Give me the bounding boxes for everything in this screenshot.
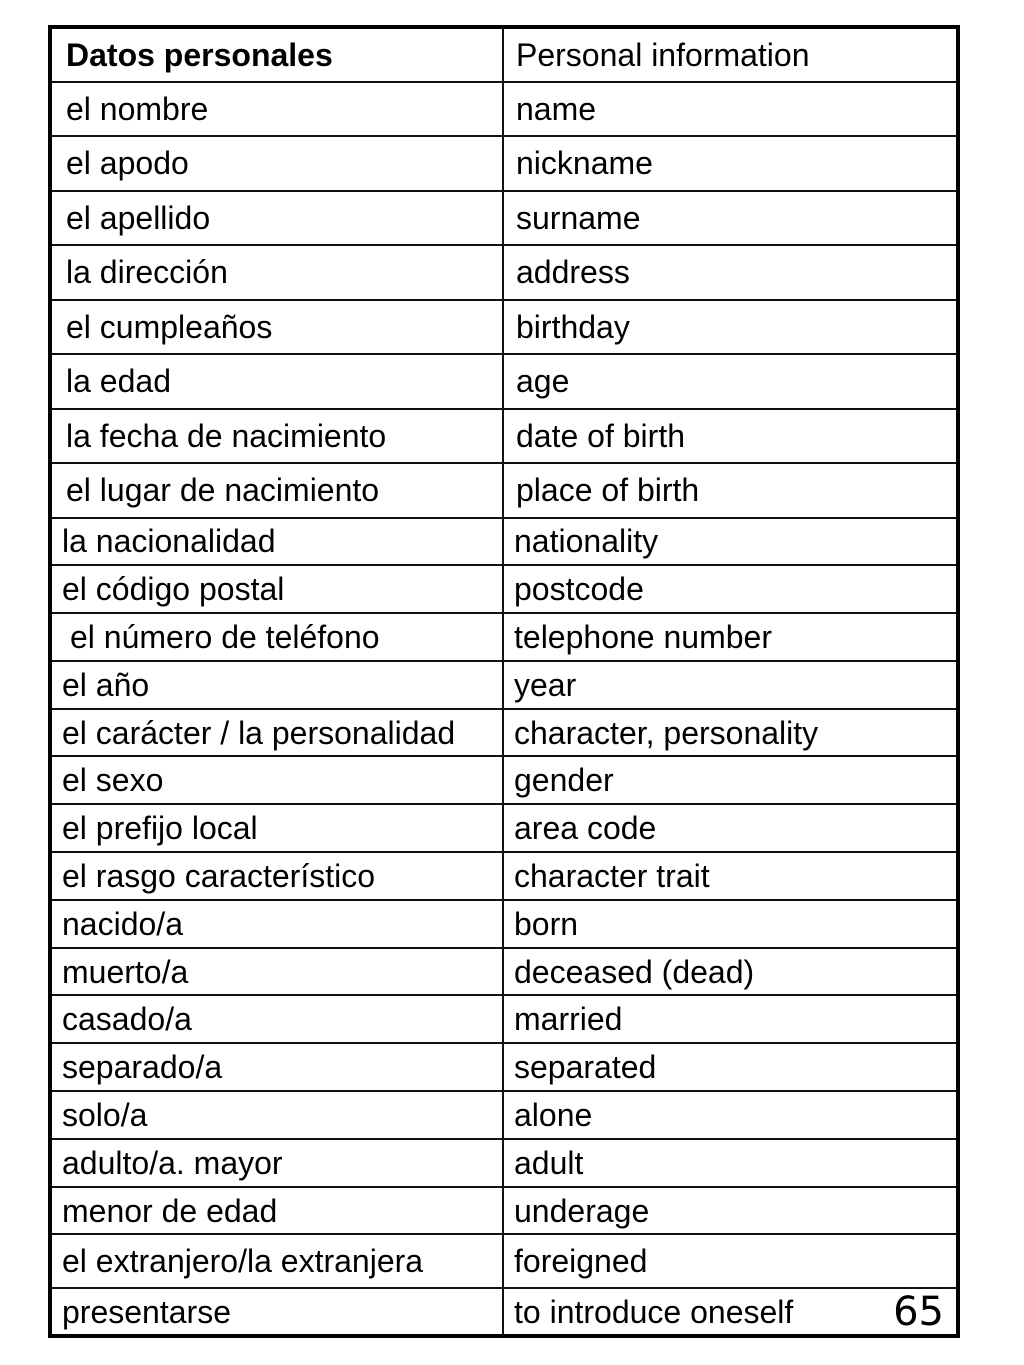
english-term: nationality: [503, 518, 958, 566]
english-term: name: [503, 82, 958, 137]
english-term: born: [503, 900, 958, 948]
english-term: year: [503, 661, 958, 709]
table-row: [50, 1043, 958, 1091]
english-term: adult: [503, 1139, 958, 1187]
table-row: [50, 948, 958, 996]
english-term: separated: [503, 1043, 958, 1091]
english-term: deceased (dead): [503, 948, 958, 996]
table-row: [50, 409, 958, 464]
header-spanish: Datos personales: [50, 27, 503, 82]
english-term: place of birth: [503, 463, 958, 518]
table-row: [50, 900, 958, 948]
spanish-term: el sexo: [50, 756, 503, 804]
english-term: age: [503, 354, 958, 409]
english-term: surname: [503, 191, 958, 246]
spanish-term: el nombre: [50, 82, 503, 137]
english-term: foreigned: [503, 1234, 958, 1288]
spanish-term: la edad: [50, 354, 503, 409]
table-row: [50, 463, 958, 518]
spanish-term: la dirección: [50, 245, 503, 300]
table-row: [50, 1234, 958, 1288]
spanish-term: el prefijo local: [50, 804, 503, 852]
table-row: [50, 1187, 958, 1235]
english-term: to introduce oneself: [514, 1293, 794, 1330]
table-row: [50, 1288, 958, 1336]
spanish-term: el apodo: [50, 136, 503, 191]
spanish-term: nacido/a: [50, 900, 503, 948]
spanish-term: el rasgo característico: [50, 852, 503, 900]
english-term: date of birth: [503, 409, 958, 464]
spanish-term: el lugar de nacimiento: [50, 463, 503, 518]
english-term: postcode: [503, 565, 958, 613]
table-row: [50, 354, 958, 409]
english-term: telephone number: [503, 613, 958, 661]
vocabulary-table: [48, 25, 960, 1338]
table-row: [50, 518, 958, 566]
table-row: [50, 565, 958, 613]
english-term: alone: [503, 1091, 958, 1139]
english-term: area code: [503, 804, 958, 852]
table-row: [50, 661, 958, 709]
table-row: [50, 245, 958, 300]
spanish-term: el cumpleaños: [50, 300, 503, 355]
table-row: [50, 1139, 958, 1187]
table-row: [50, 82, 958, 137]
english-term: gender: [503, 756, 958, 804]
spanish-term: el número de teléfono: [50, 613, 503, 661]
table-row: [50, 300, 958, 355]
spanish-term: casado/a: [50, 995, 503, 1043]
english-term: married: [503, 995, 958, 1043]
spanish-term: el extranjero/la extranjera: [50, 1234, 503, 1288]
english-term-cell: [503, 1288, 958, 1336]
table-row: [50, 613, 958, 661]
english-term: nickname: [503, 136, 958, 191]
table-row: [50, 804, 958, 852]
table-row: [50, 995, 958, 1043]
spanish-term: separado/a: [50, 1043, 503, 1091]
spanish-term: el año: [50, 661, 503, 709]
table-row: [50, 1091, 958, 1139]
spanish-term: el apellido: [50, 191, 503, 246]
spanish-term: muerto/a: [50, 948, 503, 996]
english-term: address: [503, 245, 958, 300]
table-row: [50, 852, 958, 900]
english-term: character, personality: [503, 709, 958, 757]
spanish-term: solo/a: [50, 1091, 503, 1139]
spanish-term: presentarse: [50, 1288, 503, 1336]
english-term: birthday: [503, 300, 958, 355]
table-row: [50, 709, 958, 757]
spanish-term: menor de edad: [50, 1187, 503, 1235]
english-term: character trait: [503, 852, 958, 900]
header-english: Personal information: [503, 27, 958, 82]
spanish-term: la nacionalidad: [50, 518, 503, 566]
spanish-term: adulto/a. mayor: [50, 1139, 503, 1187]
table-row: [50, 191, 958, 246]
spanish-term: el carácter / la personalidad: [50, 709, 503, 757]
table-row: [50, 136, 958, 191]
table-header-row: [50, 27, 958, 82]
table-row: [50, 756, 958, 804]
english-term: underage: [503, 1187, 958, 1235]
page-number: 65: [893, 1288, 944, 1335]
spanish-term: la fecha de nacimiento: [50, 409, 503, 464]
spanish-term: el código postal: [50, 565, 503, 613]
